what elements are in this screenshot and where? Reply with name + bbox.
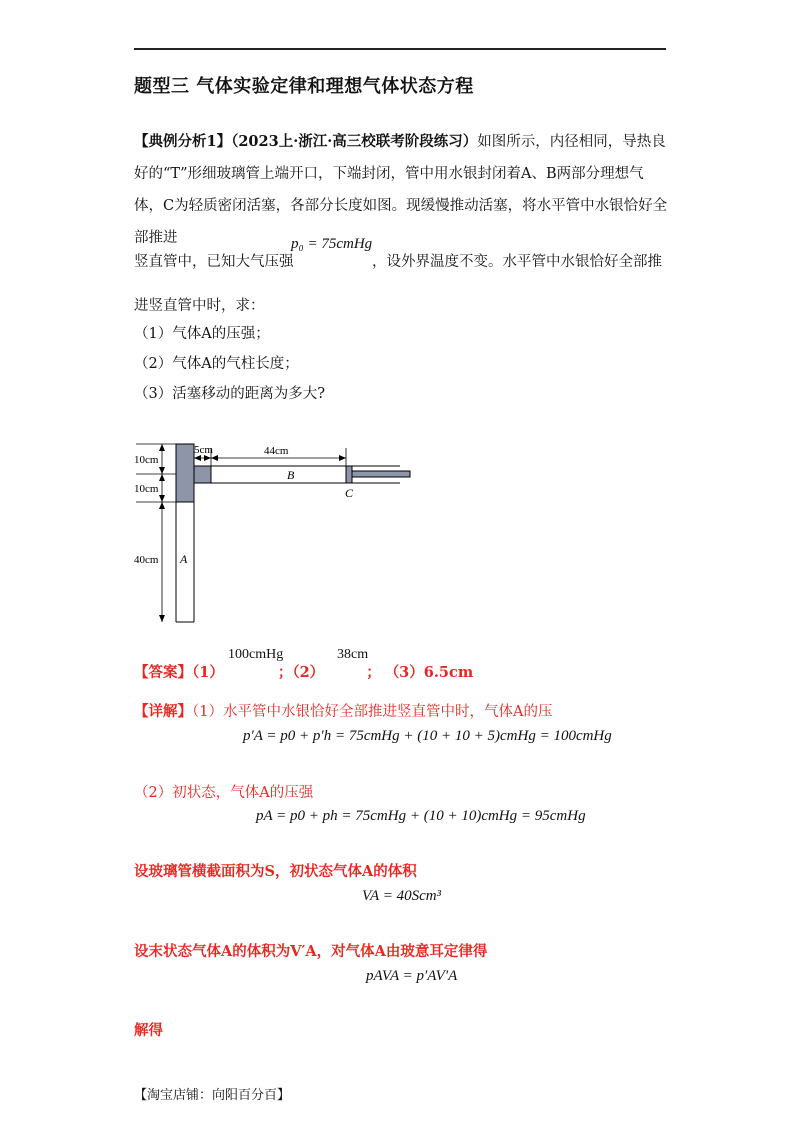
dim-label-10cm-top: 10cm [134,454,159,466]
answer-part-1: （1） [192,664,224,681]
arrowhead-icon [159,502,165,509]
detail-step-3: 设玻璃管横截面积为S，初状态气体A的体积 [134,863,417,880]
piston-rod [352,471,410,477]
label-c: C [345,486,354,500]
question-1: （1）气体A的压强； [134,326,270,342]
arrowhead-icon [159,467,165,474]
problem-text-3: 进竖直管中时，求： [134,298,265,314]
detail-step-5: 解得 [134,1022,163,1039]
arrowhead-icon [159,444,165,451]
mercury-horizontal [194,466,211,483]
t-tube-figure [132,434,432,634]
arrowhead-icon [159,495,165,502]
answer-part-3: （3）6.5cm [384,664,474,681]
problem-text-2a: 竖直管中，已知大气压强 [134,254,294,270]
answer-line [134,661,473,682]
p0-formula: p₀ = 75cmHg [291,236,373,252]
header-rule [134,48,666,50]
problem-text-2b-line [372,250,662,271]
problem-line-2 [134,250,294,271]
problem-label: 【典例分析1】 [134,133,232,150]
equation-4: pAVA = p′AV′A [366,968,458,984]
section-title: 题型三 气体实验定律和理想气体状态方程 [134,76,474,97]
mercury-vertical [176,444,194,502]
equation-2: pA = p0 + ph = 75cmHg + (10 + 10)cmHg = 95cmHg [256,808,586,824]
footer-shop: 【淘宝店铺：向阳百分百】 [134,1088,291,1103]
dim-label-5cm: 5cm [194,444,213,456]
problem-paragraph [134,126,669,254]
problem-text-2b: ，设外界温度不变。水平管中水银恰好全部推 [372,254,662,270]
detail-label: 【详解】 [134,703,192,720]
piston-c [346,466,352,483]
equation-3: VA = 40Scm³ [362,888,442,904]
answer-value-1: 100cmHg [228,647,284,662]
arrowhead-icon [159,474,165,481]
question-2: （2）气体A的气柱长度； [134,356,299,372]
problem-source: （2023上·浙江·高三校联考阶段练习） [231,133,478,150]
arrowhead-icon [339,455,346,461]
equation-1: p′A = p0 + p′h = 75cmHg + (10 + 10 + 5)cmHg = 100cmHg [243,728,612,744]
dim-label-44cm: 44cm [264,445,289,457]
detail-step-4: 设末状态气体A的体积为V′A，对气体A由玻意耳定律得 [134,943,488,960]
problem-text-1: 如图所示，内径相同，导热良好的“T”形细玻璃管上端开口，下端封闭，管中用水银封闭着A、B两部分理想气体，C为轻质密闭活塞，各部分长度如图。现缓慢推动活塞，将水平管中水银恰好全部推进 [134,134,668,246]
question-3: （3）活塞移动的距离为多大? [134,386,325,402]
arrowhead-icon [159,615,165,622]
label-b: B [287,468,295,482]
answer-sep-1: ； [277,664,293,681]
answer-part-2: （2） [292,664,325,681]
answer-label: 【答案】 [134,664,192,681]
detail-step-1: （1）水平管中水银恰好全部推进竖直管中时，气体A的压 [192,704,553,720]
dim-label-40cm: 40cm [134,554,159,566]
dim-label-10cm-mid: 10cm [134,483,159,495]
label-a: A [180,552,188,566]
detail-step-2: （2）初状态，气体A的压强 [134,785,314,801]
answer-sep-2: ； [366,664,381,681]
detail-line-1 [134,700,552,721]
answer-value-2: 38cm [337,647,369,662]
